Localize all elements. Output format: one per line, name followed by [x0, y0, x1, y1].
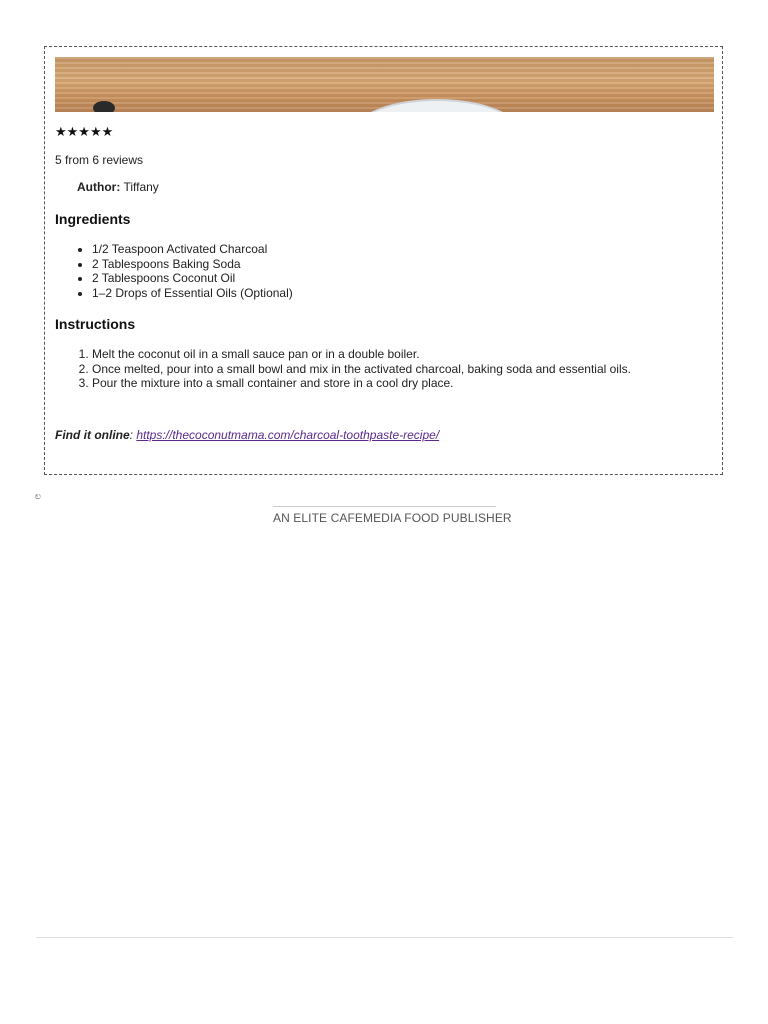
find-online-separator: : — [129, 428, 137, 442]
author-label: Author: — [77, 180, 121, 194]
author-name: Tiffany — [123, 180, 159, 194]
publisher-footer-text[interactable]: AN ELITE CAFEMEDIA FOOD PUBLISHER — [273, 506, 496, 525]
star-rating[interactable]: ★★★★★ — [55, 125, 114, 140]
image-jar — [355, 99, 519, 112]
instruction-step: 1. Melt the coconut oil in a small sauce pan or in a double boiler. — [92, 347, 631, 362]
recipe-author — [77, 180, 159, 194]
instruction-step: 3. Pour the mixture into a small container and store in a cool dry place. — [92, 376, 631, 391]
ingredient-item: • 1–2 Drops of Essential Oils (Optional) — [92, 286, 293, 301]
find-online-label: Find it online — [55, 428, 130, 442]
find-it-online — [55, 428, 439, 442]
recipe-image — [55, 57, 714, 112]
ingredient-item: • 1/2 Teaspoon Activated Charcoal — [92, 242, 293, 257]
ingredient-item: • 2 Tablespoons Baking Soda — [92, 257, 293, 272]
instructions-list — [55, 347, 631, 391]
instructions-heading: Instructions — [55, 316, 136, 332]
ingredients-heading: Ingredients — [55, 211, 131, 227]
recipe-source-link[interactable]: https://thecoconutmama.com/charcoal-toothpaste-recipe/ — [136, 428, 440, 442]
stray-glyph: ಲ — [35, 491, 41, 501]
instruction-step: 2. Once melted, pour into a small bowl and mix in the activated charcoal, baking soda and essential oils. — [92, 362, 631, 377]
ingredients-list — [55, 242, 293, 300]
rating-summary: 5 from 6 reviews — [55, 153, 144, 167]
image-detail — [93, 101, 115, 112]
recipe-card — [44, 46, 723, 475]
footer-divider — [36, 937, 733, 938]
ingredient-item: • 2 Tablespoons Coconut Oil — [92, 271, 293, 286]
